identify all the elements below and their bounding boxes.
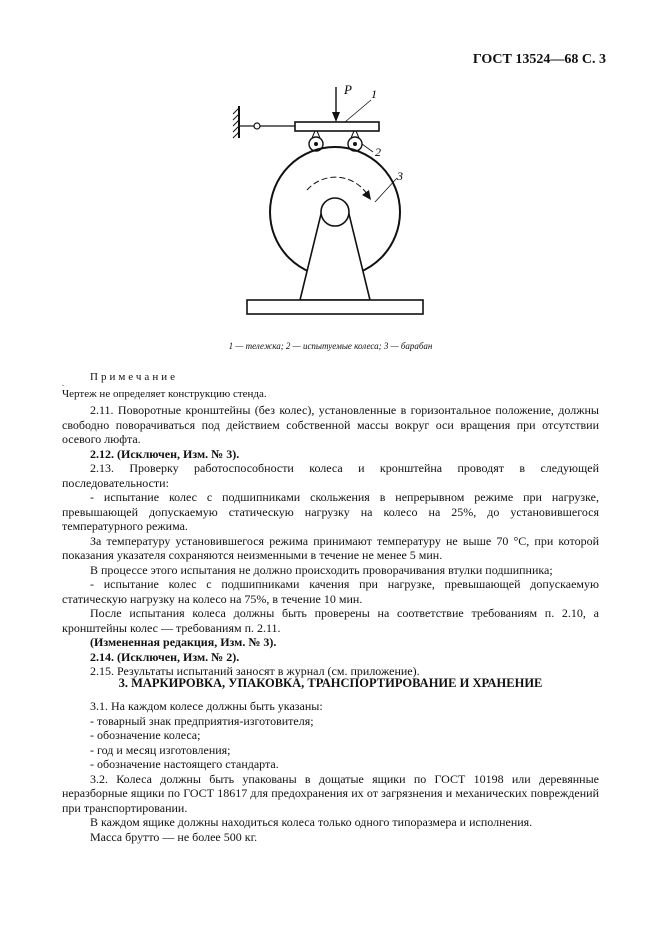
label-2: 2 — [375, 145, 381, 159]
label-3: 3 — [397, 169, 403, 183]
paragraph: - обозначение колеса; — [90, 728, 201, 742]
label-1: 1 — [371, 87, 377, 101]
paragraph: 2.11. Поворотные кронштейны (без колес), установленные в горизонтальное положение, должны свободно поворачиваться под действием собственной массы вокруг оси вращения при отсутствии осевого люфта. — [62, 403, 599, 446]
paragraph: 3.2. Колеса должны быть упакованы в дощатые ящики по ГОСТ 10198 или деревянные неразборные ящики по ГОСТ 18617 для предохранения их от загрязнения и механических повреждений при транспортировании. — [62, 771, 599, 815]
note-title: Примечание — [90, 371, 178, 383]
paragraph: 2.14. (Исключен, Изм. № 2). — [90, 649, 240, 664]
paragraph: 2.12. (Исключен, Изм. № 3). — [90, 446, 240, 461]
paragraph: Масса брутто — не более 500 кг. — [90, 829, 258, 844]
paragraph: - испытание колес с подшипниками скольжения в непрерывном режиме при нагрузке, превышающей допускаемую статическую нагрузку на колесо на 25%, до установившегося температурного режима. — [62, 490, 599, 533]
note-body: Чертеж не определяет конструкцию стенда. — [62, 388, 267, 400]
paragraph: - товарный знак предприятия-изготовителя; — [90, 713, 314, 728]
paragraph: - год и месяц изготовления; — [90, 742, 231, 757]
label-load: P — [344, 82, 352, 97]
section-title: 3. МАРКИРОВКА, УПАКОВКА, ТРАНСПОРТИРОВАНИЕ И ХРАНЕНИЕ — [118, 676, 543, 690]
paragraph: 3.1. На каждом колесе должны быть указаны: — [90, 699, 323, 713]
test-stand-drawing — [225, 82, 445, 317]
figure-caption: 1 — тележка; 2 — испытуемые колеса; 3 — барабан — [228, 341, 433, 351]
paragraph: (Измененная редакция, Изм. № 3). — [90, 635, 277, 649]
page-header: ГОСТ 13524—68 С. 3 — [472, 52, 606, 67]
paragraph: 2.13. Проверку работоспособности колеса и кронштейна проводят в следующей последовательности: — [62, 461, 599, 490]
paragraph: За температуру установившегося режима принимают температуру не выше 70 °С, при которой показания указателя сохраняются неизменными в течение не менее 5 мин. — [62, 533, 599, 562]
section-2-text — [62, 403, 599, 679]
paragraph: В процессе этого испытания не должно происходить проворачивания втулки подшипника; — [90, 562, 553, 577]
paragraph: 2.15. Результаты испытаний заносят в журнал (см. приложение). — [90, 664, 420, 678]
paragraph: В каждом ящике должны находиться колеса только одного типоразмера и исполнения. — [90, 815, 533, 829]
note-dot: . — [62, 379, 64, 388]
paragraph: - испытание колес с подшипниками качения при нагрузке, превышающей допускаемую статическую нагрузку на колесо на 75%, в течение 10 мин. — [62, 577, 599, 606]
section-3-text — [62, 699, 599, 844]
paragraph: После испытания колеса должны быть проверены на соответствие требованиям п. 2.10, а кронштейны колес — требованиям п. 2.11. — [62, 606, 599, 635]
paragraph: - обозначение настоящего стандарта. — [90, 757, 279, 771]
